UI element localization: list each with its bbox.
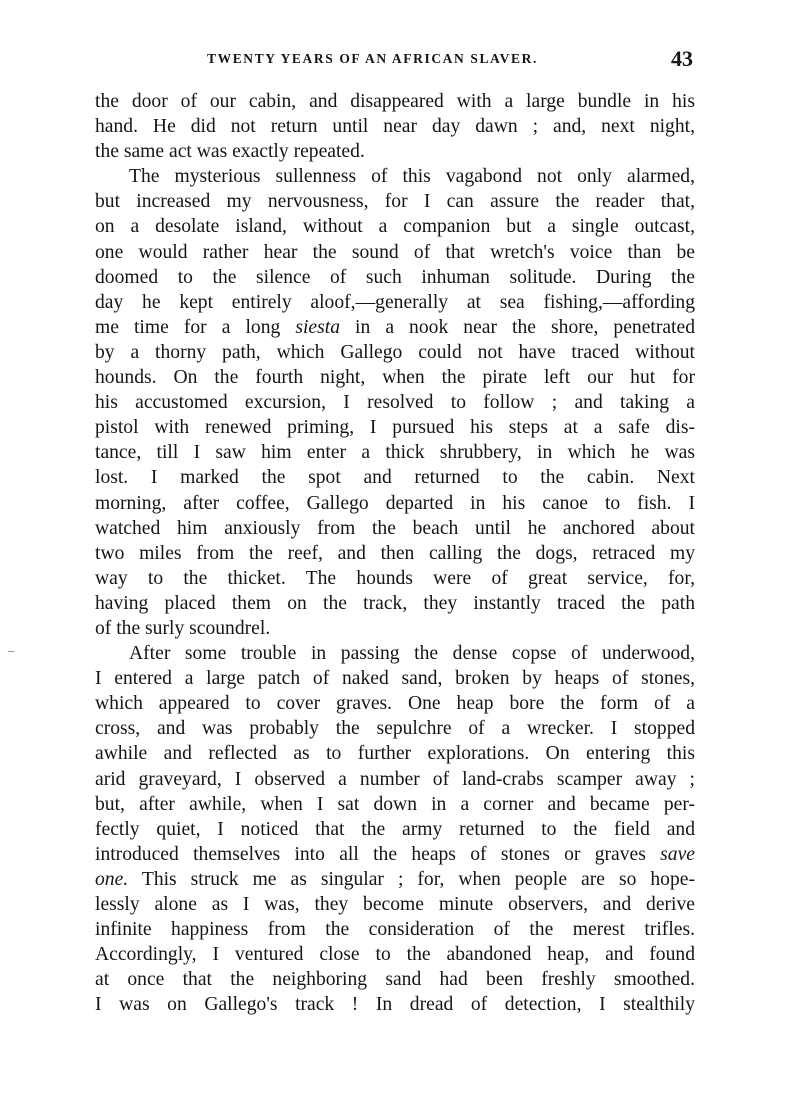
running-title: TWENTY YEARS OF AN AFRICAN SLAVER.: [207, 51, 538, 66]
text-line: lost. I marked the spot and returned to the cabin. Next: [95, 467, 695, 489]
text-line: way to the thicket. The hounds were of great service, for,: [95, 567, 695, 589]
text-line: infinite happiness from the consideration of the merest trifles.: [95, 919, 695, 941]
italic-word: save: [660, 843, 695, 865]
text-line: I was on Gallego's track ! In dread of detection, I stealthily: [95, 994, 695, 1016]
text-line: [95, 867, 695, 892]
text-line: cross, and was probably the sepulchre of a wrecker. I stopped: [95, 718, 695, 740]
text-line: having placed them on the track, they instantly traced the path: [95, 592, 695, 614]
text-line: by a thorny path, which Gallego could not have traced without: [95, 341, 695, 363]
text-line: day he kept entirely aloof,—generally at sea fishing,—affording: [95, 291, 695, 313]
text-line: his accustomed excursion, I resolved to follow ; and taking a: [95, 392, 695, 414]
text-line: [95, 315, 695, 340]
text-line: tance, till I saw him enter a thick shrubbery, in which he was: [95, 442, 695, 464]
text-line: awhile and reflected as to further explorations. On entering this: [95, 743, 695, 765]
text-line: lessly alone as I was, they become minute observers, and derive: [95, 894, 695, 915]
text-line: watched him anxiously from the beach until he anchored about: [95, 517, 695, 539]
text-line: fectly quiet, I noticed that the army returned to the field and: [95, 818, 695, 840]
text-line: of the surly scoundrel.: [95, 617, 271, 639]
text-line: at once that the neighboring sand had been freshly smoothed.: [95, 969, 695, 991]
text-line: [95, 842, 695, 867]
text-segment: me time for a long: [95, 316, 296, 338]
running-head: [95, 46, 695, 76]
text-line: one would rather hear the sound of that wretch's voice than be: [95, 241, 695, 263]
text-segment: in a nook near the shore, penetrated: [340, 316, 695, 338]
italic-word: siesta: [295, 316, 340, 338]
text-line: two miles from the reef, and then calling the dogs, retraced my: [95, 542, 695, 564]
text-line: I entered a large patch of naked sand, broken by heaps of stones,: [95, 668, 695, 690]
text-line: doomed to the silence of such inhuman solitude. During the: [95, 266, 695, 288]
text-line: After some trouble in passing the dense copse of underwood,: [129, 643, 695, 665]
text-line: pistol with renewed priming, I pursued his steps at a safe dis-: [95, 417, 695, 439]
margin-mark: [8, 651, 14, 652]
text-line: which appeared to cover graves. One heap bore the form of a: [95, 693, 695, 715]
text-line: The mysterious sullenness of this vagabond not only alarmed,: [129, 166, 695, 188]
text-line: Accordingly, I ventured close to the abandoned heap, and found: [95, 944, 695, 966]
text-line: hand. He did not return until near day dawn ; and, next night,: [95, 116, 695, 138]
text-line: hounds. On the fourth night, when the pirate left our hut for: [95, 367, 695, 389]
page-number: 43: [671, 46, 693, 71]
text-segment: introduced themselves into all the heaps of stones or graves: [95, 843, 661, 865]
body-text: [95, 89, 695, 1017]
italic-word: one.: [95, 868, 129, 890]
text-line: the same act was exactly repeated.: [95, 141, 365, 163]
text-line: arid graveyard, I observed a number of land-crabs scamper away ;: [95, 768, 695, 790]
text-segment: This struck me as singular ; for, when people are so hope-: [128, 868, 695, 890]
text-line: but, after awhile, when I sat down in a corner and became per-: [95, 793, 695, 815]
text-line: on a desolate island, without a companion but a single outcast,: [95, 216, 695, 238]
text-line: the door of our cabin, and disappeared with a large bundle in his: [95, 91, 695, 112]
text-line: morning, after coffee, Gallego departed in his canoe to fish. I: [95, 492, 695, 514]
text-line: but increased my nervousness, for I can assure the reader that,: [95, 191, 695, 213]
